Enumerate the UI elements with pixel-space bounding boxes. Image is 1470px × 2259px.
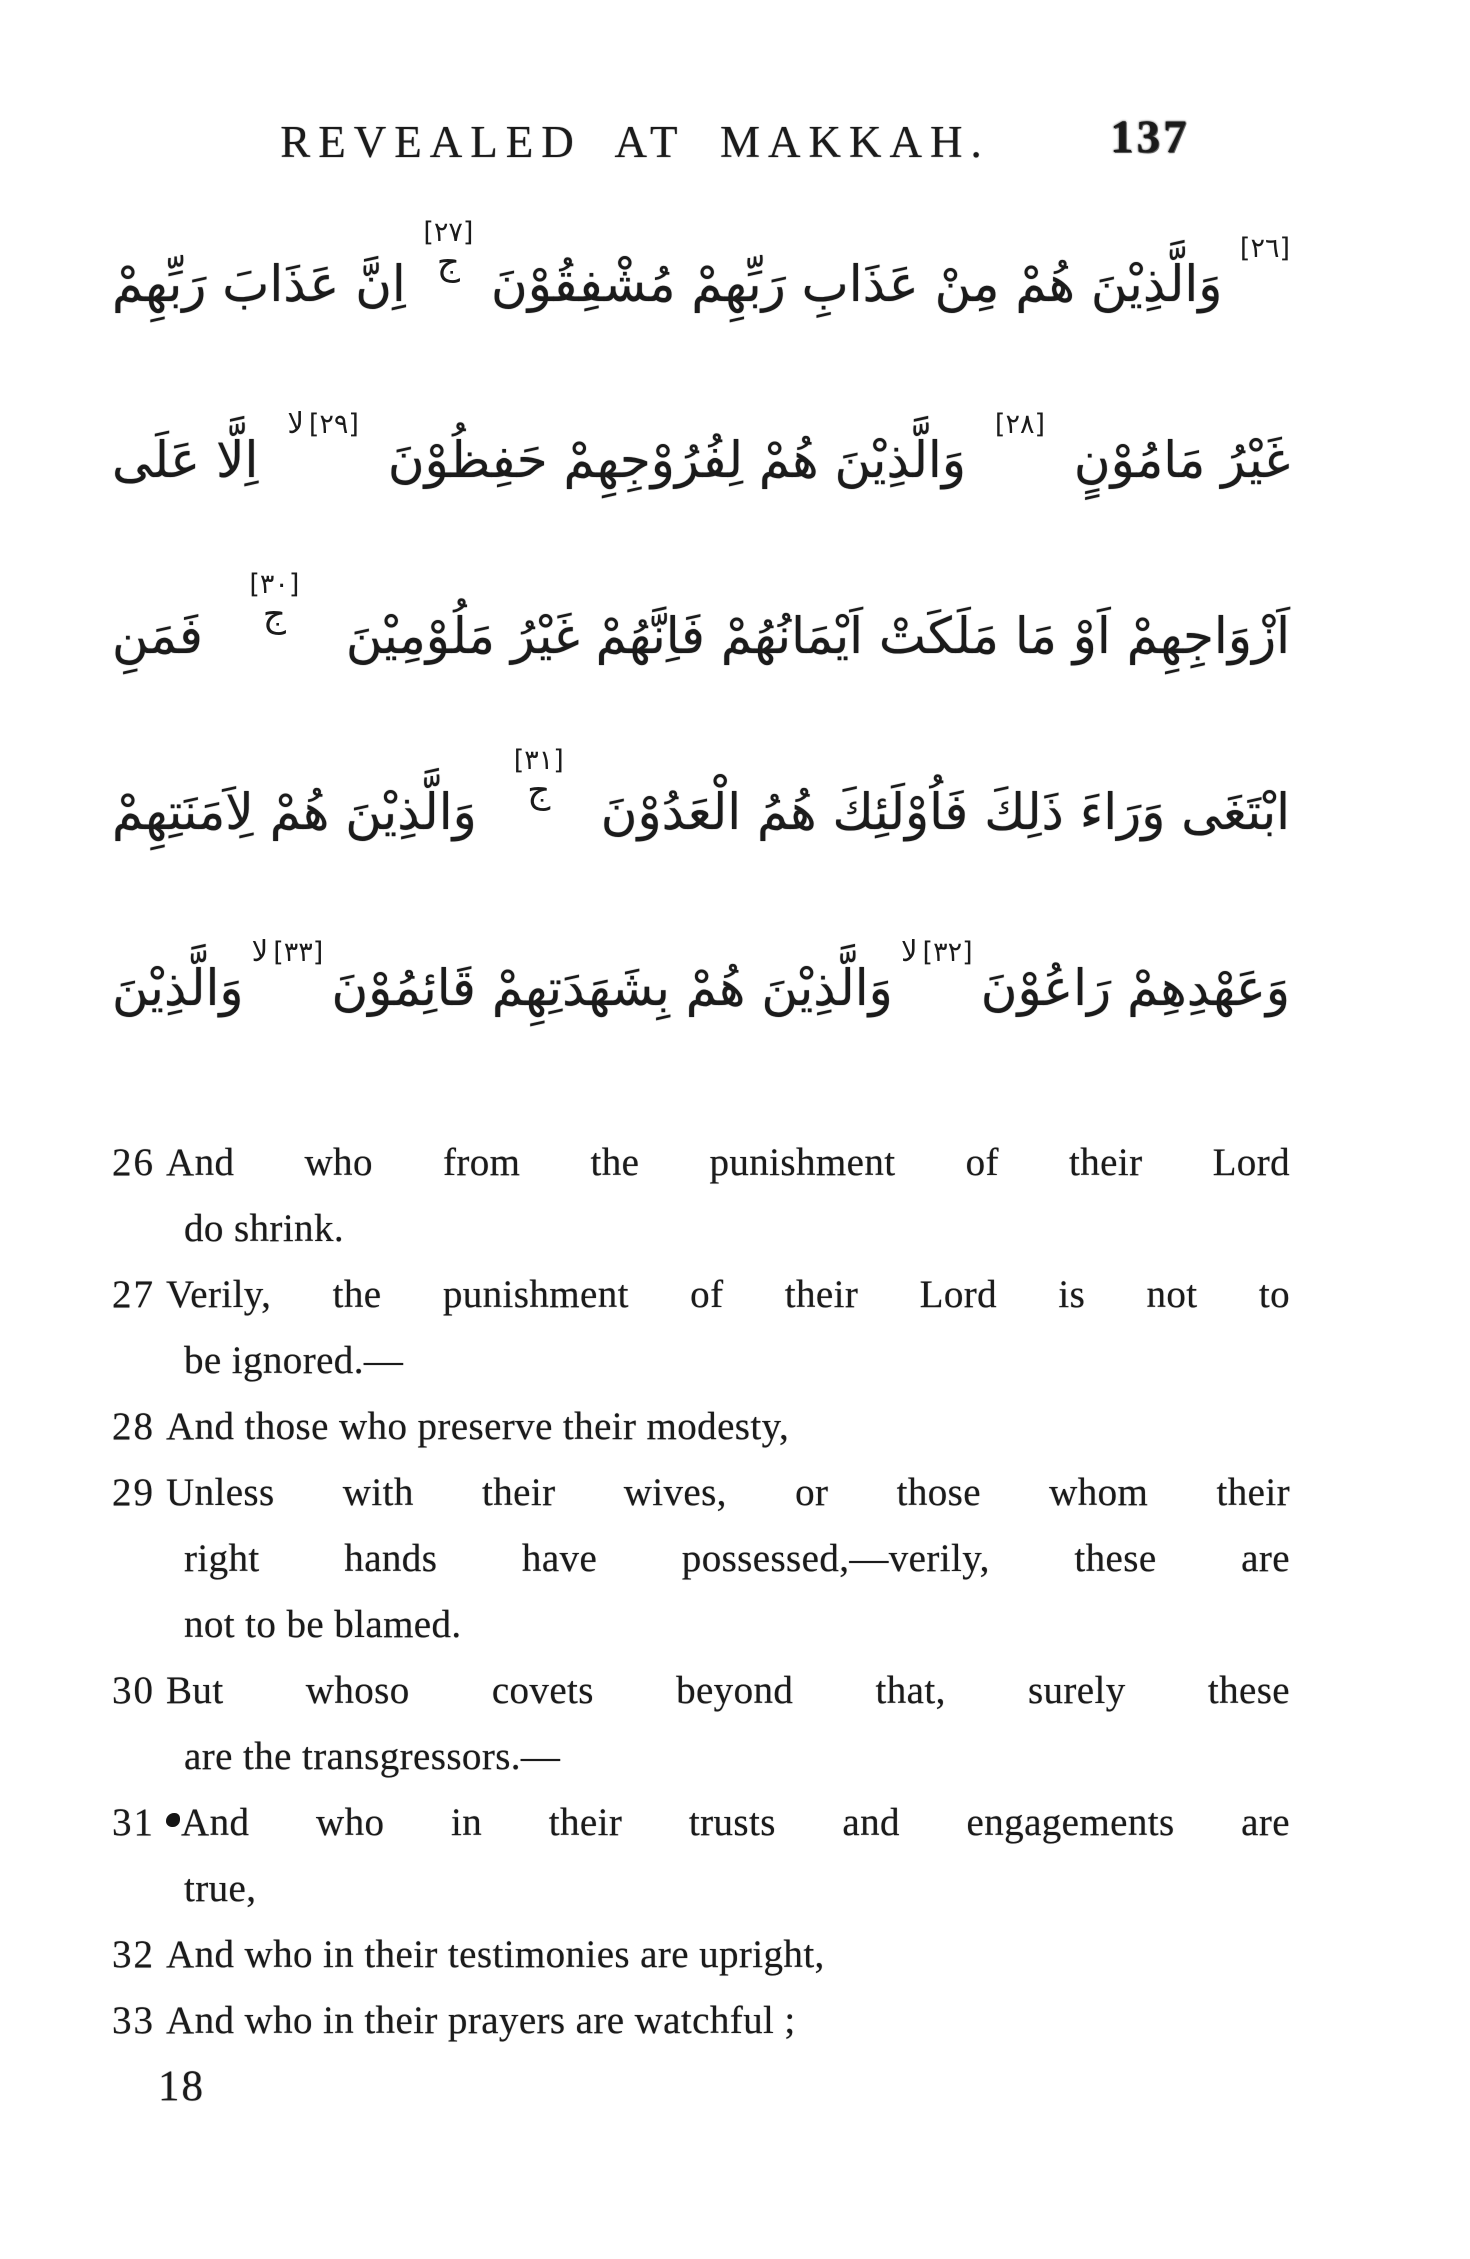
verse-text: not to be blamed.: [184, 1603, 462, 1646]
verse-text: right hands have possessed,—verily, these are: [184, 1537, 1290, 1580]
verse-number-arabic: [٢٧]: [423, 217, 474, 249]
verse-text: be ignored.—: [184, 1339, 404, 1382]
verse-number: 30: [112, 1669, 155, 1712]
english-section: [112, 1140, 1290, 2064]
verse-line: [112, 1140, 1290, 1206]
verse-line: [112, 1272, 1290, 1338]
verse-line: [112, 1998, 1290, 2064]
arabic-text: فَمَنِ: [112, 607, 203, 665]
verse-number-arabic: [٢٦]: [1239, 232, 1290, 264]
verse-text: But whoso covets beyond that, surely these: [166, 1669, 1290, 1712]
verse-line: [112, 1206, 1290, 1272]
verse-text: are the transgressors.—: [184, 1735, 561, 1778]
arabic-text: وَعَهْدِهِمْ رَاعُوْنَ: [980, 959, 1290, 1017]
verse-line: [112, 1866, 1290, 1932]
arabic-line: [112, 900, 1290, 1076]
verse-number-marker: [1240, 233, 1290, 264]
pause-mark: لا: [287, 405, 304, 440]
arabic-text: اِلَّا عَلَى: [112, 431, 259, 489]
verse-number: 28: [112, 1405, 155, 1448]
verse-number-arabic: [٣٠]: [249, 569, 300, 601]
verse-number-marker: [287, 405, 359, 440]
arabic-section: [112, 196, 1290, 1076]
verse-number: 33: [112, 1999, 155, 2042]
pause-mark: لا: [900, 933, 918, 968]
verse-number-marker: [995, 409, 1045, 440]
verse-text: And those who preserve their modesty,: [166, 1405, 790, 1448]
verse-text: Verily, the punishment of their Lord is not to: [166, 1273, 1290, 1316]
page-number: 137: [1110, 111, 1190, 163]
verse-number-marker: [251, 933, 324, 968]
pause-mark: ج: [262, 594, 286, 636]
verse-number-marker: [249, 569, 300, 636]
verse-line: [112, 1536, 1290, 1602]
arabic-text: اِنَّ عَذَابَ رَبِّهِمْ: [112, 255, 406, 313]
verse-line: [112, 1734, 1290, 1800]
arabic-text: وَالَّذِيْنَ هُمْ لِفُرُوْجِهِمْ حَفِظُوْنَ: [387, 431, 966, 489]
verse-text: And who in their trusts and engagements are: [166, 1800, 1290, 1845]
arabic-line: [112, 548, 1290, 724]
verse-text: And who in their prayers are watchful ;: [166, 1999, 796, 2042]
verse-number-arabic: [٣١]: [513, 745, 564, 777]
verse-line: [112, 1404, 1290, 1470]
verse-line: [112, 1932, 1290, 1998]
arabic-text: وَالَّذِيْنَ هُمْ بِشَهَدَتِهِمْ قَائِمُوْنَ: [331, 959, 893, 1017]
verse-number: 29: [112, 1471, 155, 1514]
verse-number-arabic: [٢٨]: [994, 408, 1045, 440]
verse-text: Unless with their wives, or those whom their: [166, 1471, 1290, 1514]
arabic-text: ابْتَغَى وَرَاءَ ذَلِكَ فَاُوْلَئِكَ هُمُ الْعَدُوْنَ: [600, 783, 1290, 841]
arabic-line: [112, 372, 1290, 548]
verse-number-marker: [423, 217, 474, 284]
verse-line: [112, 1800, 1290, 1866]
verse-text: do shrink.: [184, 1207, 344, 1250]
verse-number: 31: [112, 1801, 155, 1844]
verse-line: [112, 1338, 1290, 1404]
verse-text: And who from the punishment of their Lord: [166, 1141, 1290, 1184]
arabic-text: وَالَّذِيْنَ هُمْ مِنْ عَذَابِ رَبِّهِمْ مُشْفِقُوْنَ: [490, 255, 1223, 313]
pause-mark: ج: [527, 770, 551, 812]
verse-number-arabic: [٣٢]: [922, 936, 973, 968]
arabic-text: غَيْرُ مَامُوْنٍ: [1073, 431, 1290, 489]
verse-number-arabic: [٢٩]: [308, 408, 359, 440]
verse-number-marker: [900, 933, 973, 968]
verse-number-arabic: [٣٣]: [273, 936, 324, 968]
verse-line: [112, 1668, 1290, 1734]
signature-mark: 18: [158, 2063, 205, 2110]
verse-text: And who in their testimonies are upright,: [166, 1933, 825, 1976]
verse-number-marker: [513, 745, 564, 812]
arabic-text: وَالَّذِيْنَ هُمْ لِاَمَنَتِهِمْ: [112, 783, 477, 841]
pause-mark: لا: [251, 933, 269, 968]
verse-line: [112, 1470, 1290, 1536]
page-title: REVEALED AT MAKKAH.: [280, 117, 990, 167]
arabic-line: [112, 196, 1290, 372]
arabic-text: وَالَّذِيْنَ: [112, 959, 244, 1017]
verse-number: 27: [112, 1273, 155, 1316]
verse-number: 26: [112, 1141, 155, 1184]
arabic-text: اَزْوَاجِهِمْ اَوْ مَا مَلَكَتْ اَيْمَانُهُمْ فَاِنَّهُمْ غَيْرُ مَلُوْمِيْنَ: [345, 607, 1290, 665]
verse-line: [112, 1602, 1290, 1668]
verse-number: 32: [112, 1933, 155, 1976]
ink-blot: [166, 1813, 180, 1827]
arabic-line: [112, 724, 1290, 900]
verse-text: true,: [184, 1867, 257, 1910]
pause-mark: ج: [436, 242, 461, 284]
